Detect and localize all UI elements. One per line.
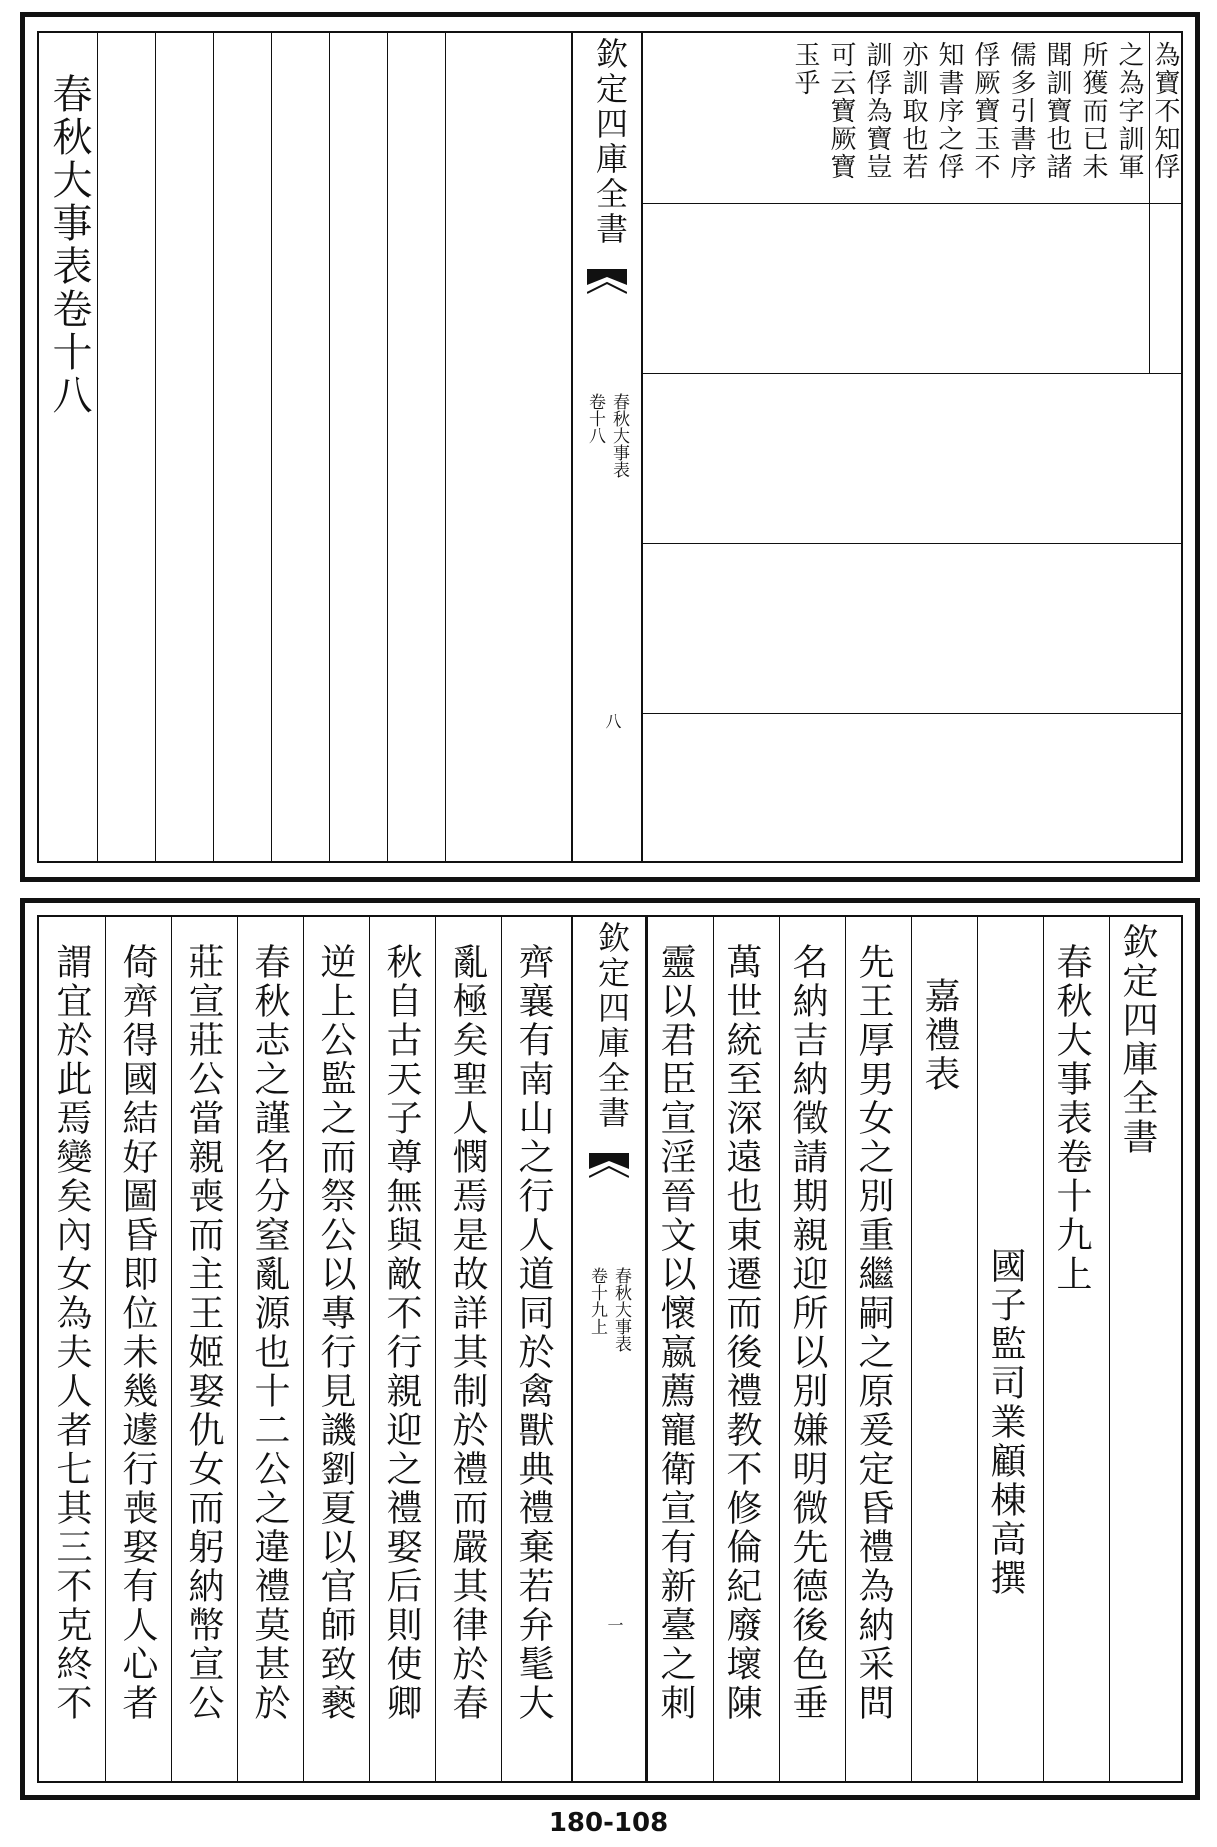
text-line: 亂極矣聖人憫焉是故詳其制於禮而嚴其律於春 xyxy=(447,943,488,1723)
band-volume: 卷十九上 xyxy=(587,1267,607,1335)
band-subtitle: 春秋大事表 xyxy=(609,393,629,478)
column-rule xyxy=(303,917,304,1781)
column-rule xyxy=(445,33,446,861)
volume-end-title: 春秋大事表卷十八 xyxy=(46,73,92,417)
top-page-inner-border xyxy=(37,31,1183,863)
table-rule xyxy=(643,713,1181,714)
note-line: 可云寶厥寶 xyxy=(826,41,856,181)
collection-header: 欽定四庫全書 xyxy=(1117,923,1158,1157)
note-line: 之為字訓軍 xyxy=(1114,41,1144,181)
book-title: 春秋大事表卷十九上 xyxy=(1051,943,1092,1294)
bottom-page-inner-border xyxy=(37,915,1183,1783)
note-line: 玉乎 xyxy=(790,41,820,97)
folio-number: 一 xyxy=(605,1617,624,1633)
text-line: 秋自古天子尊無與敵不行親迎之禮娶后則使卿 xyxy=(381,943,422,1723)
column-rule xyxy=(435,917,436,1781)
column-rule xyxy=(237,917,238,1781)
band-volume: 卷十八 xyxy=(585,393,605,444)
band-title: 欽定四庫全書 xyxy=(593,921,631,1131)
column-rule xyxy=(369,917,370,1781)
text-line: 春秋志之謹名分窒亂源也十二公之違禮莫甚於 xyxy=(249,943,290,1723)
column-rule xyxy=(713,917,714,1781)
column-rule xyxy=(779,917,780,1781)
note-line: 知書序之俘 xyxy=(934,41,964,181)
center-band-bottom xyxy=(571,917,647,1781)
bottom-page-frame xyxy=(20,898,1200,1800)
column-rule xyxy=(845,917,846,1781)
table-rule xyxy=(643,373,1181,374)
column-rule xyxy=(171,917,172,1781)
column-rule xyxy=(271,33,272,861)
column-rule xyxy=(501,917,502,1781)
column-rule xyxy=(97,33,98,861)
table-rule xyxy=(643,543,1181,544)
author-line: 國子監司業顧棟高撰 xyxy=(985,1247,1026,1598)
column-rule xyxy=(155,33,156,861)
text-line: 謂宜於此焉變矣內女為夫人者七其三不克終不 xyxy=(51,943,92,1723)
note-line: 聞訓寶也諸 xyxy=(1042,41,1072,181)
column-rule xyxy=(387,33,388,861)
note-line: 為寶不知俘 xyxy=(1150,41,1180,181)
table-rule xyxy=(643,203,1181,204)
text-line: 莊宣莊公當親喪而主王姬娶仇女而躬納幣宣公 xyxy=(183,943,224,1723)
note-line: 訓俘為寶豈 xyxy=(862,41,892,181)
text-line: 齊襄有南山之行人道同於禽獸典禮棄若弁髦大 xyxy=(513,943,554,1723)
column-rule xyxy=(1109,917,1110,1781)
column-rule xyxy=(977,917,978,1781)
text-line: 倚齊得國結好圖昏即位未幾遽行喪娶有人心者 xyxy=(117,943,158,1723)
center-band-top xyxy=(571,33,643,861)
note-line: 俘厥寶玉不 xyxy=(970,41,1000,181)
page-number: 180-108 xyxy=(548,1808,669,1838)
column-rule xyxy=(1043,917,1044,1781)
note-line: 儒多引書序 xyxy=(1006,41,1036,181)
fishtail-icon xyxy=(587,269,627,309)
column-rule xyxy=(105,917,106,1781)
column-rule xyxy=(911,917,912,1781)
folio-number: 八 xyxy=(603,713,622,729)
section-title: 嘉禮表 xyxy=(919,977,960,1094)
column-rule xyxy=(213,33,214,861)
band-title: 欽定四庫全書 xyxy=(591,37,629,247)
text-line: 逆上公監之而祭公以專行見譏劉夏以官師致褻 xyxy=(315,943,356,1723)
column-rule xyxy=(329,33,330,861)
text-line: 靈以君臣宣淫晉文以懷嬴薦寵衛宣有新臺之刺 xyxy=(655,943,696,1723)
note-line: 所獲而已未 xyxy=(1078,41,1108,181)
text-line: 名納吉納徵請期親迎所以別嫌明微先德後色垂 xyxy=(787,943,828,1723)
text-line: 萬世統至深遠也東遷而後禮教不修倫紀廢壞陳 xyxy=(721,943,762,1723)
column-rule xyxy=(647,917,648,1781)
text-line: 先王厚男女之別重繼嗣之原爰定昏禮為納采問 xyxy=(853,943,894,1723)
top-page-frame xyxy=(20,12,1200,882)
fishtail-icon xyxy=(589,1153,629,1193)
band-subtitle: 春秋大事表 xyxy=(611,1267,631,1352)
note-line: 亦訓取也若 xyxy=(898,41,928,181)
